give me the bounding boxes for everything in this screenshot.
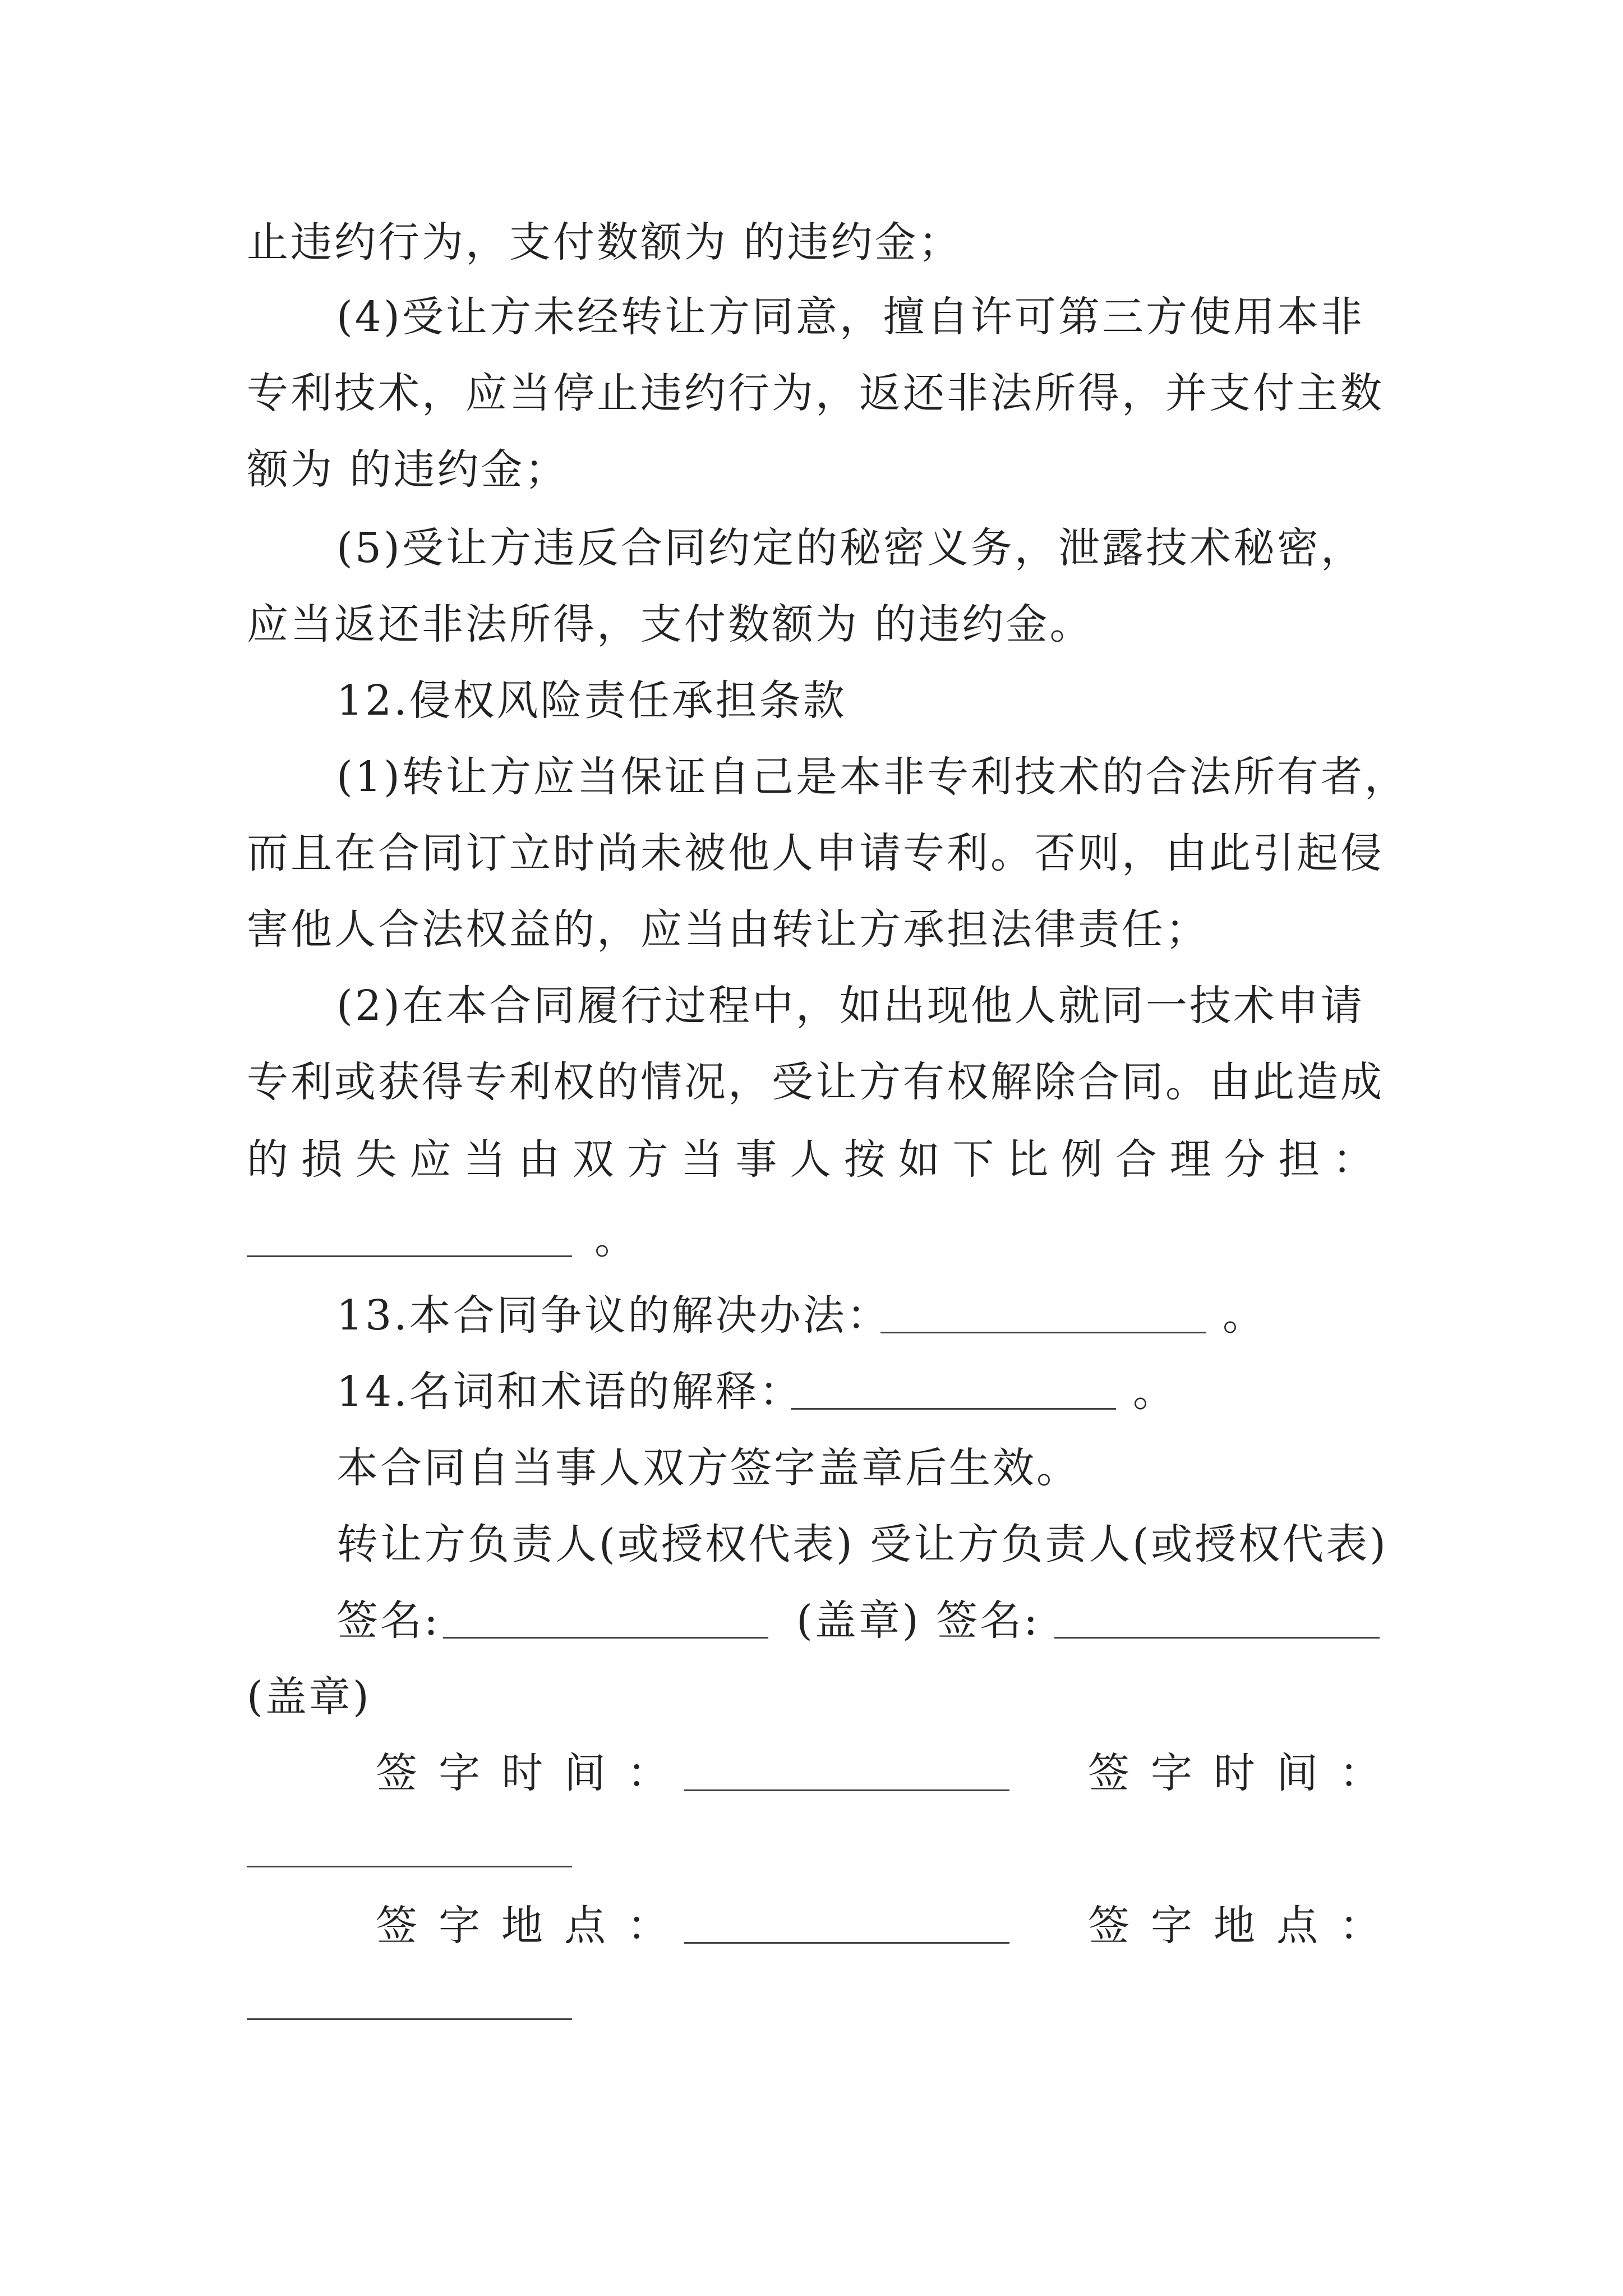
clause-12-2-line-1: (2)在本合同履行过程中，如出现他人就同一技术申请 bbox=[336, 982, 1364, 1030]
transferee-sign-place-label: 签字地点： bbox=[1088, 1902, 1402, 1950]
clause-5-line-1: (5)受让方违反合同约定的秘密义务，泄露技术秘密， bbox=[336, 524, 1364, 572]
transferee-sign-time-blank bbox=[247, 1866, 572, 1867]
transferee-sign-time-label: 签字时间： bbox=[1088, 1749, 1402, 1797]
transferor-sign-time-blank bbox=[684, 1789, 1009, 1791]
transferor-signature-label: 签名: bbox=[336, 1596, 440, 1645]
transferor-seal-and-transferee-signature-label: (盖章) 签名: bbox=[796, 1596, 1040, 1645]
clause-12-2-line-2: 专利或获得专利权的情况，受让方有权解除合同。由此造成 bbox=[247, 1058, 1384, 1106]
clause-12-2-line-3: 的损失应当由双方当事人按如下比例合理分担： bbox=[247, 1135, 1376, 1184]
transferee-signature-blank bbox=[1054, 1637, 1380, 1639]
transferor-sign-time-label: 签字时间： bbox=[376, 1749, 690, 1797]
section-13-period: 。 bbox=[1223, 1291, 1266, 1340]
transferor-sign-place-label: 签字地点： bbox=[376, 1902, 690, 1950]
transferee-seal-label: (盖章) bbox=[247, 1673, 371, 1721]
clause-4-line-1: (4)受让方未经转让方同意，擅自许可第三方使用本非 bbox=[336, 293, 1364, 341]
clause-12-1-line-2: 而且在合同订立时尚未被他人申请专利。否则，由此引起侵 bbox=[247, 829, 1384, 877]
text-line: 止违约行为，支付数额为 的违约金； bbox=[247, 218, 962, 266]
terms-definition-blank bbox=[791, 1408, 1116, 1410]
dispute-resolution-blank bbox=[880, 1332, 1206, 1333]
share-ratio-period: 。 bbox=[594, 1215, 638, 1263]
representatives-heading: 转让方负责人(或授权代表) 受让方负责人(或授权代表) bbox=[336, 1520, 1389, 1568]
transferee-sign-place-blank bbox=[247, 2018, 572, 2020]
clause-4-line-2: 专利技术，应当停止违约行为，返还非法所得，并支付主数 bbox=[247, 369, 1384, 417]
clause-12-1-line-3: 害他人合法权益的，应当由转让方承担法律责任； bbox=[247, 905, 1209, 954]
share-ratio-blank bbox=[247, 1255, 572, 1257]
transferor-signature-blank bbox=[443, 1637, 768, 1639]
section-14-period: 。 bbox=[1133, 1368, 1177, 1416]
clause-12-1-line-1: (1)转让方应当保证自己是本非专利技术的合法所有者， bbox=[336, 753, 1408, 801]
section-13-label: 13.本合同争议的解决办法： bbox=[336, 1291, 891, 1340]
clause-5-line-2: 应当返还非法所得，支付数额为 的违约金。 bbox=[247, 600, 1094, 648]
clause-4-line-3: 额为 的违约金； bbox=[247, 445, 569, 494]
transferor-sign-place-blank bbox=[684, 1942, 1009, 1944]
section-12-heading: 12.侵权风险责任承担条款 bbox=[336, 677, 847, 725]
effectiveness-clause: 本合同自当事人双方签字盖章后生效。 bbox=[336, 1444, 1080, 1492]
section-14-label: 14.名词和术语的解释： bbox=[336, 1368, 803, 1416]
